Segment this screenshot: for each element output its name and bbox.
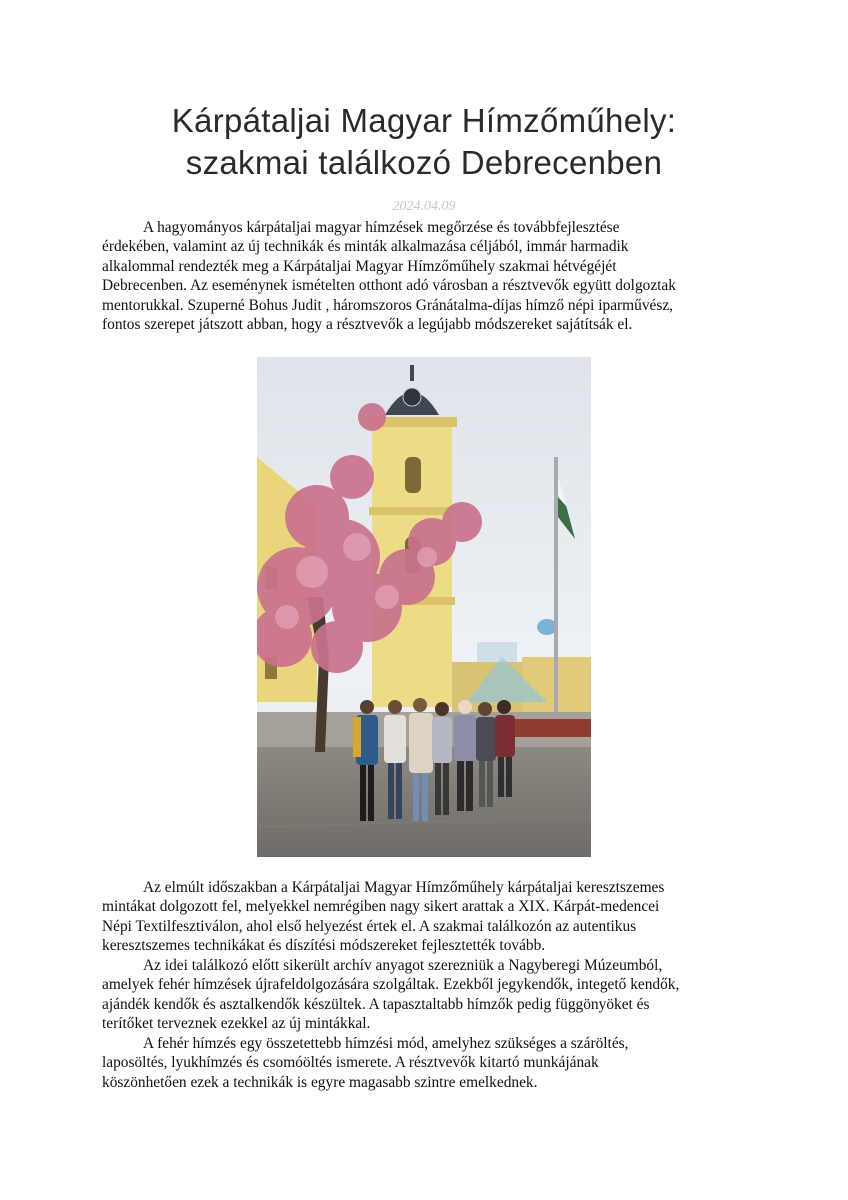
paragraph-line: terítőket terveznek ezekkel az új mintákkal.	[102, 1015, 371, 1033]
paragraph-line: Népi Textilfesztiválon, ahol első helyezést értek el. A szakmai találkozón az autentikus	[102, 917, 637, 935]
paragraph-line: keresztszemes technikákat és díszítési módszereket fejlesztették tovább.	[102, 937, 546, 955]
article-title-line-2: szakmai találkozó Debrecenben	[185, 144, 663, 181]
paragraph-line: ajándék kendők és asztalkendők készültek. A tapasztaltabb hímzők pedig függönyöket és	[102, 995, 650, 1013]
paragraph-line: mentorukkal. Szuperné Bohus Judit , háromszoros Gránátalma-díjas hímző népi iparművész,	[102, 296, 674, 314]
article-paragraph-1	[102, 218, 742, 334]
group-photo-illustration	[257, 357, 591, 857]
paragraph-line: laposöltés, lyukhímzés és csomóöltés ismerete. A résztvevők kitartó munkájának	[102, 1054, 599, 1072]
article-paragraph-2	[102, 878, 742, 956]
article-paragraph-3	[102, 956, 742, 1034]
paragraph-line: Az elmúlt időszakban a Kárpátaljai Magyar Hímzőműhely kárpátaljai keresztszemes	[143, 879, 665, 896]
paragraph-line: A fehér hímzés egy összetettebb hímzési mód, amelyhez szükséges a száröltés,	[143, 1035, 629, 1052]
paragraph-line: mintákat dolgozott fel, melyekkel nemrégiben nagy sikert arattak a XIX. Kárpát-medencei	[102, 898, 660, 916]
paragraph-line: amelyek fehér hímzések újrafeldolgozására szolgáltak. Ezekből jegykendők, integető kendők,	[102, 976, 680, 994]
article-title-line-1: Kárpátaljai Magyar Hímzőműhely:	[171, 102, 677, 139]
publication-date: 2024.04.09	[392, 199, 456, 214]
paragraph-line: A hagyományos kárpátaljai magyar hímzések megőrzése és továbbfejlesztése	[143, 219, 620, 236]
paragraph-line: fontos szerepet játszott abban, hogy a résztvevők a legújabb módszereket sajátítsák el.	[102, 316, 633, 334]
article-title	[0, 100, 848, 184]
paragraph-line: érdekében, valamint az új technikák és minták alkalmazása céljából, immár harmadik	[102, 238, 629, 256]
paragraph-line: Debrecenben. Az eseménynek ismételten otthont adó városban a résztvevők együtt dolgoztak	[102, 277, 676, 295]
paragraph-line: köszönhetően ezek a technikák is egyre magasabb szintre emelkednek.	[102, 1073, 538, 1091]
article-paragraph-4	[102, 1034, 742, 1092]
paragraph-line: Az idei találkozó előtt sikerült archív anyagot szerezniük a Nagyberegi Múzeumból,	[143, 957, 663, 974]
paragraph-line: alkalommal rendezték meg a Kárpátaljai Magyar Hímzőműhely szakmai hétvégéjét	[102, 257, 617, 275]
group-photo	[257, 357, 591, 857]
